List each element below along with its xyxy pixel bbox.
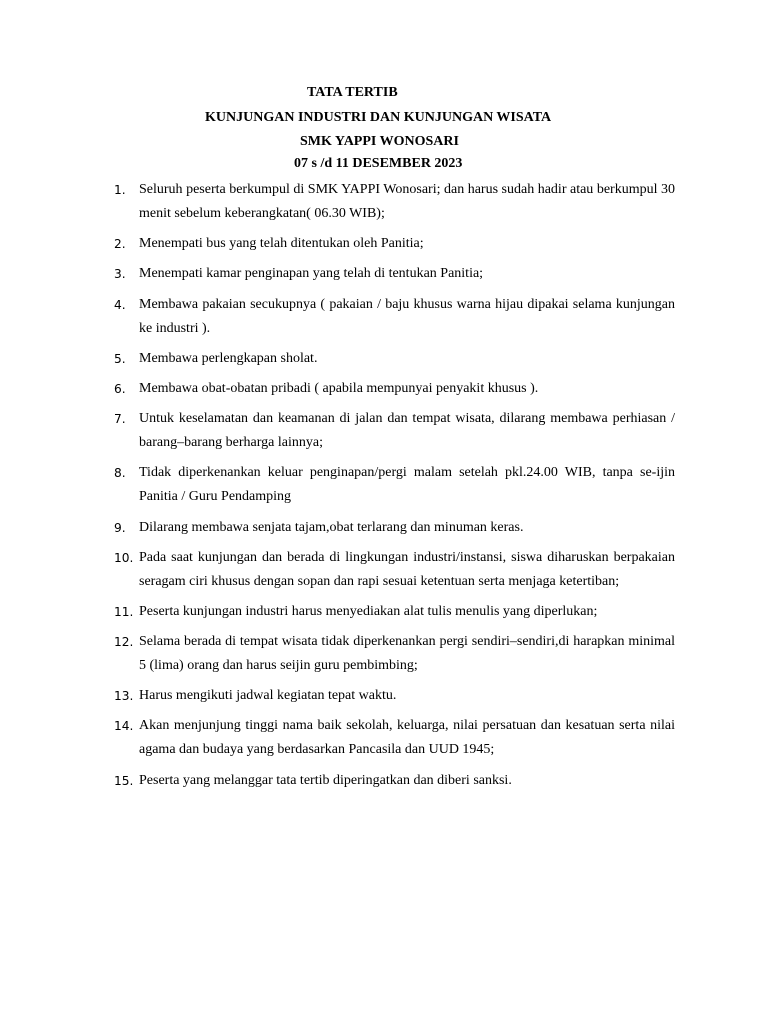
rule-number: 2. bbox=[114, 237, 126, 252]
rule-number: 8. bbox=[114, 466, 126, 481]
rule-item bbox=[0, 461, 768, 509]
rule-text: Dilarang membawa senjata tajam,obat terlarang dan minuman keras. bbox=[139, 519, 524, 535]
rule-item bbox=[0, 178, 768, 226]
rule-text: Menempati bus yang telah ditentukan oleh Panitia; bbox=[139, 236, 424, 252]
rule-number: 3. bbox=[114, 267, 126, 282]
rule-item bbox=[0, 684, 768, 708]
rule-number: 14. bbox=[114, 719, 134, 734]
rule-item bbox=[0, 377, 768, 401]
rule-number: 11. bbox=[114, 604, 134, 619]
rule-number: 10. bbox=[114, 550, 134, 565]
rule-item bbox=[0, 407, 768, 455]
document-title: TATA TERTIB bbox=[307, 85, 398, 100]
rule-item bbox=[0, 232, 768, 256]
rule-number: 9. bbox=[114, 520, 126, 535]
rule-text: Pada saat kunjungan dan berada di lingkungan industri/instansi, siswa diharuskan berpakaian seragam ciri khusus dengan sopan dan rapi sesuai ketentuan serta menjaga ketertiban; bbox=[139, 549, 675, 589]
rule-text: Akan menjunjung tinggi nama baik sekolah, keluarga, nilai persatuan dan kesatuan serta nilai agama dan budaya yang berdasarkan Pancasila dan UUD 1945; bbox=[139, 718, 675, 758]
rule-number: 1. bbox=[114, 183, 126, 197]
rule-number: 13. bbox=[114, 689, 134, 704]
rule-item bbox=[0, 546, 768, 594]
rule-text: Seluruh peserta berkumpul di SMK YAPPI Wonosari; dan harus sudah hadir atau berkumpul 30 menit sebelum keberangkatan( 06.30 WIB); bbox=[139, 182, 675, 221]
rule-item bbox=[0, 630, 768, 678]
rules-list bbox=[0, 178, 768, 799]
rule-item bbox=[0, 769, 768, 793]
document-subtitle: KUNJUNGAN INDUSTRI DAN KUNJUNGAN WISATA bbox=[205, 110, 552, 125]
rule-text: Membawa obat-obatan pribadi ( apabila mempunyai penyakit khusus ). bbox=[139, 380, 539, 396]
rule-text: Selama berada di tempat wisata tidak diperkenankan pergi sendiri–sendiri,di harapkan minimal 5 (lima) orang dan harus seijin guru pembimbing; bbox=[139, 634, 675, 674]
rule-text: Untuk keselamatan dan keamanan di jalan dan tempat wisata, dilarang membawa perhiasan / barang–barang berharga lainnya; bbox=[139, 411, 675, 451]
rule-item bbox=[0, 714, 768, 762]
rule-number: 7. bbox=[114, 412, 126, 427]
rule-text: Peserta yang melanggar tata tertib diperingatkan dan diberi sanksi. bbox=[139, 772, 512, 788]
rule-item bbox=[0, 516, 768, 540]
rule-item bbox=[0, 262, 768, 286]
rule-number: 6. bbox=[114, 381, 126, 396]
rule-number: 15. bbox=[114, 773, 134, 788]
rule-text: Membawa perlengkapan sholat. bbox=[139, 350, 318, 366]
rule-number: 5. bbox=[114, 351, 126, 366]
rule-text: Tidak diperkenankan keluar penginapan/pergi malam setelah pkl.24.00 WIB, tanpa se-ijin Panitia / Guru Pendamping bbox=[139, 465, 675, 505]
rule-item bbox=[0, 347, 768, 371]
rule-item bbox=[0, 600, 768, 624]
rule-number: 4. bbox=[114, 297, 126, 312]
event-dates: 07 s /d 11 DESEMBER 2023 bbox=[294, 156, 463, 171]
school-name: SMK YAPPI WONOSARI bbox=[300, 134, 459, 149]
rule-text: Menempati kamar penginapan yang telah di tentukan Panitia; bbox=[139, 266, 484, 282]
rule-item bbox=[0, 293, 768, 341]
rule-text: Membawa pakaian secukupnya ( pakaian / baju khusus warna hijau dipakai selama kunjungan ke industri ). bbox=[139, 296, 675, 336]
rule-number: 12. bbox=[114, 635, 134, 650]
rule-text: Peserta kunjungan industri harus menyediakan alat tulis menulis yang diperlukan; bbox=[139, 603, 598, 619]
rule-text: Harus mengikuti jadwal kegiatan tepat waktu. bbox=[139, 688, 397, 704]
